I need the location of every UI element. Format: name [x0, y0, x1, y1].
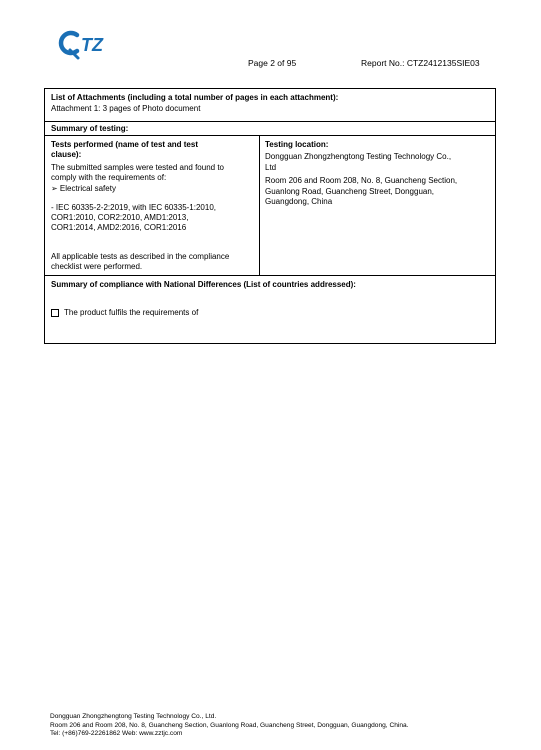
location-company-1: Dongguan Zhongzhengtong Testing Technology Co.,: [265, 152, 452, 161]
location-address-2: Guanlong Road, Guancheng Street, Dongguan,: [265, 187, 435, 196]
location-company-2: Ltd: [265, 163, 277, 172]
ctz-logo-icon: [56, 27, 106, 61]
summary-row: [45, 122, 495, 136]
location-address-1: Room 206 and Room 208, No. 8, Guancheng Section,: [265, 176, 458, 185]
tests-bullet: ➢ Electrical safety: [51, 184, 116, 193]
national-heading: Summary of compliance with National Differences (List of countries addressed):: [51, 280, 356, 289]
national-checkbox-label: The product fulfils the requirements of: [64, 308, 199, 317]
national-differences-checkbox[interactable]: [51, 309, 59, 317]
summary-table: [44, 88, 496, 344]
tests-closing-1: All applicable tests as described in the compliance: [51, 252, 230, 261]
page-number: Page 2 of 95: [248, 58, 297, 68]
attachments-row: [45, 89, 495, 122]
tests-standard-3: COR1:2014, AMD2:2016, COR1:2016: [51, 223, 187, 232]
footer-address: Room 206 and Room 208, No. 8, Guancheng Section, Guanlong Road, Guancheng Street, Dongguan, Guangdong, China.: [50, 721, 409, 729]
report-number: Report No.: CTZ2412135SIE03: [361, 58, 480, 68]
tests-standard-1: - IEC 60335-2-2:2019, with IEC 60335-1:2010,: [51, 203, 216, 212]
column-divider: [259, 136, 260, 275]
svg-text:TZ: TZ: [81, 35, 103, 55]
summary-heading: Summary of testing:: [51, 124, 129, 133]
attachment-item: Attachment 1: 3 pages of Photo document: [51, 104, 201, 113]
location-address-3: Guangdong, China: [265, 197, 333, 206]
tests-standard-2: COR1:2010, COR2:2010, AMD1:2013,: [51, 213, 189, 222]
tests-heading-1: Tests performed (name of test and test: [51, 140, 198, 149]
footer-company: Dongguan Zhongzhengtong Testing Technology Co., Ltd.: [50, 713, 217, 720]
page-footer: [50, 713, 409, 739]
tests-intro-2: comply with the requirements of:: [51, 173, 167, 182]
footer-contact: Tel: (+86)769-22261862 Web: www.zztjc.com: [50, 730, 183, 738]
tests-intro-1: The submitted samples were tested and found to: [51, 163, 224, 172]
location-heading: Testing location:: [265, 140, 329, 149]
tests-row: [45, 136, 495, 276]
tests-heading-2: clause):: [51, 150, 82, 159]
attachments-heading: List of Attachments (including a total number of pages in each attachment):: [51, 93, 339, 102]
tests-closing-2: checklist were performed.: [51, 262, 143, 271]
